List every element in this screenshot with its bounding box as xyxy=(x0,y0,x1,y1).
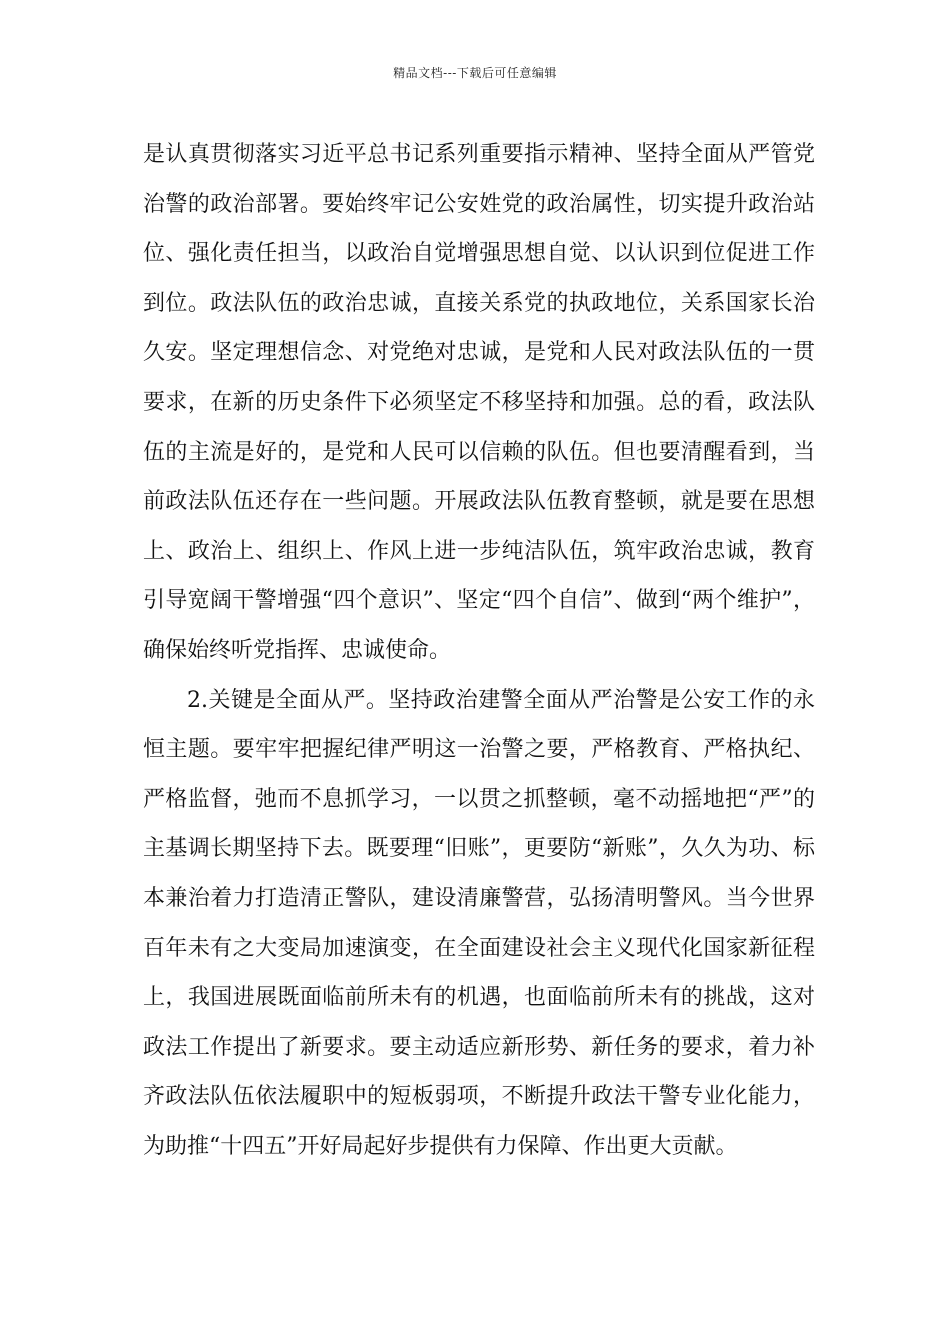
paragraph-continuation: 是认真贯彻落实习近平总书记系列重要指示精神、坚持全面从严管党治警的政治部署。要始终牢记公安姓党的政治属性，切实提升政治站位、强化责任担当，以政治自觉增强思想自觉、以认识到位促进工作到位。政法队伍的政治忠诚，直接关系党的执政地位，关系国家长治久安。坚定理想信念、对党绝对忠诚，是党和人民对政法队伍的一贯要求，在新的历史条件下必须坚定不移坚持和加强。总的看，政法队伍的主流是好的，是党和人民可以信赖的队伍。但也要清醒看到，当前政法队伍还存在一些问题。开展政法队伍教育整顿，就是要在思想上、政治上、组织上、作风上进一步纯洁队伍，筑牢政治忠诚，教育引导宽阔干警增强“四个意识”、坚定“四个自信”、做到“两个维护”，确保始终听党指挥、忠诚使命。 xyxy=(143,142,815,663)
paragraph-section-2: 2.关键是全面从严。坚持政治建警全面从严治警是公安工作的永恒主题。要牢牢把握纪律严明这一治警之要，严格教育、严格执纪、严格监督，弛而不息抓学习，一以贯之抓整顿，毫不动摇地把“严”的主基调长期坚持下去。既要理“旧账”，更要防“新账”，久久为功、标本兼治着力打造清正警队，建设清廉警营，弘扬清明警风。当今世界百年未有之大变局加速演变，在全面建设社会主义现代化国家新征程上，我国进展既面临前所未有的机遇，也面临前所未有的挑战，这对政法工作提出了新要求。要主动适应新形势、新任务的要求，着力补齐政法队伍依法履职中的短板弱项，不断提升政法干警专业化能力，为助推“十四五”开好局起好步提供有力保障、作出更大贡献。 xyxy=(143,687,815,1159)
page-header: 精品文档---下载后可任意编辑 xyxy=(393,66,557,80)
document-body xyxy=(143,130,815,1171)
